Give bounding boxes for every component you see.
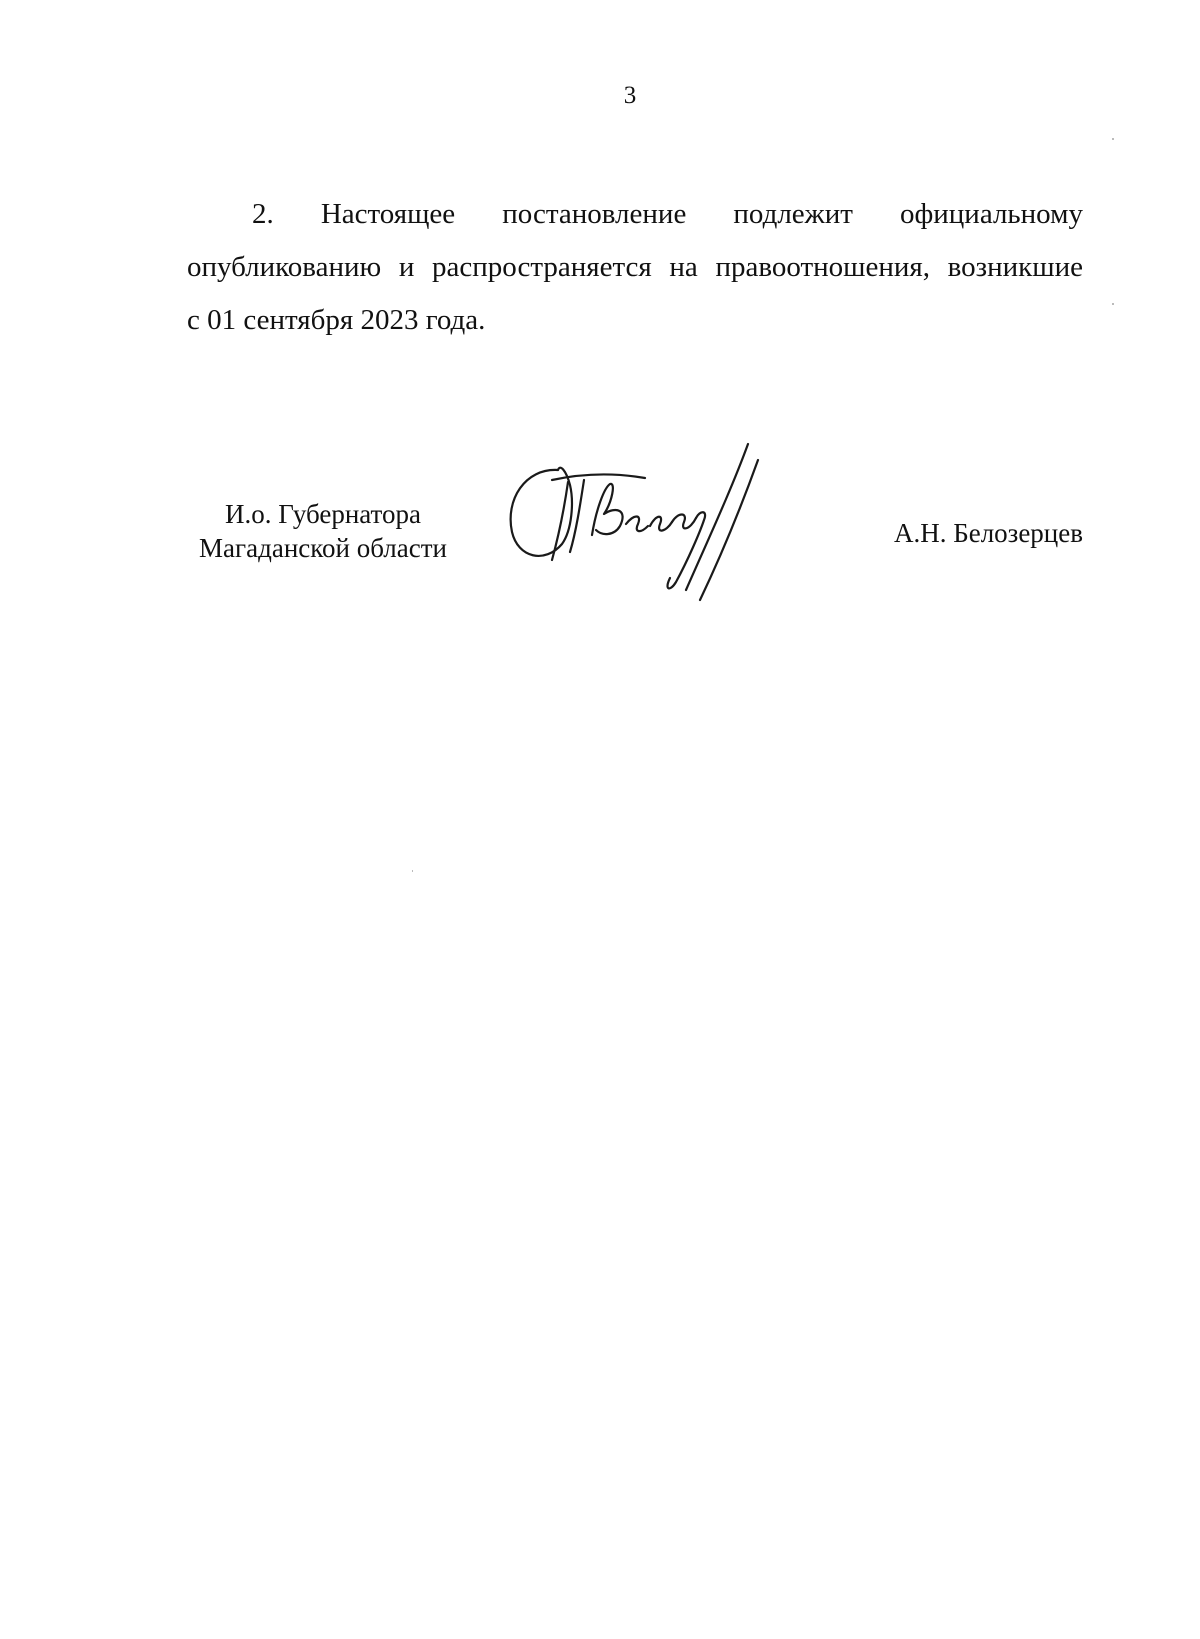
paragraph-word: официальному xyxy=(899,198,1083,230)
signer-title-line-1: И.о. Губернатора xyxy=(224,499,421,529)
paragraph-line-1 xyxy=(187,188,1083,241)
paragraph-line-3: с 01 сентября 2023 года. xyxy=(187,304,486,336)
paragraph-word: на xyxy=(669,251,698,283)
paragraph-word: подлежит xyxy=(733,198,853,230)
paragraph-line-2 xyxy=(187,241,1083,294)
handwritten-signature xyxy=(500,440,790,610)
paragraph-word: возникшие xyxy=(947,251,1083,283)
page-number: 3 xyxy=(623,82,637,109)
scan-speck xyxy=(1112,138,1114,140)
signer-title xyxy=(183,497,463,565)
paragraph-word: постановление xyxy=(502,198,687,230)
paragraph-word: распространяется xyxy=(432,251,652,283)
body-paragraph xyxy=(187,188,1083,347)
paragraph-word: опубликованию xyxy=(187,251,382,283)
paragraph-word: 2. xyxy=(252,198,274,230)
signer-name: А.Н. Белозерцев xyxy=(893,518,1083,548)
paragraph-word: правоотношения, xyxy=(715,251,930,283)
paragraph-word: Настоящее xyxy=(320,198,456,230)
scan-speck xyxy=(412,870,413,872)
scan-speck xyxy=(1112,303,1114,305)
paragraph-word: и xyxy=(398,251,415,283)
signer-title-line-2: Магаданской области xyxy=(199,533,447,563)
